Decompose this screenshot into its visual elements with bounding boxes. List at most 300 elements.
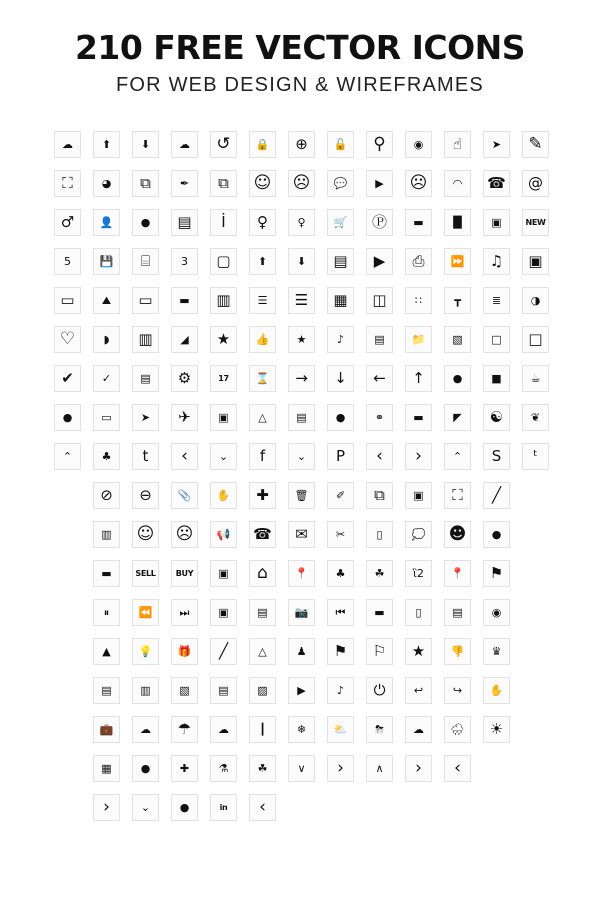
mobile-phone-icon[interactable] xyxy=(366,521,393,548)
icon-cell xyxy=(126,168,165,199)
eye-icon[interactable] xyxy=(405,131,432,158)
pause-icon[interactable] xyxy=(93,599,120,626)
duplicate-icon-glyph: ⧉ xyxy=(218,174,229,193)
rain-icon[interactable] xyxy=(444,716,471,743)
icon-cell xyxy=(438,363,477,394)
twitter-icon-glyph: ᵗ xyxy=(533,447,538,466)
podium-icon-glyph: ▲ xyxy=(102,645,111,659)
star-circle-icon-glyph: ★ xyxy=(296,333,307,347)
bow-icon[interactable] xyxy=(522,404,549,431)
zoom-out-icon[interactable] xyxy=(132,482,159,509)
chevron-down-box-icon[interactable] xyxy=(210,443,237,470)
shopping-cart-icon[interactable] xyxy=(327,209,354,236)
buy-badge-icon[interactable] xyxy=(171,560,198,587)
dots-grid-icon[interactable] xyxy=(405,287,432,314)
import-icon[interactable] xyxy=(288,248,315,275)
tumblr-icon[interactable] xyxy=(132,443,159,470)
map-pin-icon[interactable] xyxy=(288,560,315,587)
icon-cell xyxy=(321,597,360,628)
blank-page-icon-glyph: □ xyxy=(528,330,543,349)
bicycle-icon[interactable] xyxy=(366,404,393,431)
skype-icon[interactable] xyxy=(483,443,510,470)
flag-pennant-icon-glyph: ⚐ xyxy=(372,642,387,661)
chevron-down-circle-icon[interactable] xyxy=(288,443,315,470)
podium-icon[interactable] xyxy=(93,638,120,665)
megaphone-icon[interactable] xyxy=(210,521,237,548)
icon-cell xyxy=(48,480,87,511)
tree-icon[interactable] xyxy=(327,560,354,587)
fast-forward-icon[interactable] xyxy=(444,248,471,275)
power-icon[interactable] xyxy=(366,677,393,704)
star-solid-icon[interactable] xyxy=(405,638,432,665)
search-icon[interactable] xyxy=(366,131,393,158)
chevron-down-plain-icon[interactable] xyxy=(288,755,315,782)
arrow-up-icon[interactable] xyxy=(405,365,432,392)
crop-icon[interactable] xyxy=(54,170,81,197)
video-document-icon-glyph: ▶ xyxy=(297,684,306,698)
paperclip-icon[interactable] xyxy=(171,482,198,509)
happy-face-icon[interactable] xyxy=(444,521,471,548)
music-document-icon[interactable] xyxy=(327,677,354,704)
credit-card-icon[interactable] xyxy=(171,287,198,314)
inbox-icon[interactable] xyxy=(444,599,471,626)
icon-cell xyxy=(360,363,399,394)
hand-pointer-icon-glyph: ☝ xyxy=(452,135,463,154)
match-icon[interactable] xyxy=(210,638,237,665)
scooter-icon[interactable] xyxy=(327,404,354,431)
layers-icon[interactable] xyxy=(366,482,393,509)
bus-icon[interactable] xyxy=(210,404,237,431)
device-icon[interactable] xyxy=(405,599,432,626)
notebook-icon[interactable] xyxy=(210,287,237,314)
icon-cell xyxy=(204,285,243,316)
cannabis-leaf-icon[interactable] xyxy=(249,755,276,782)
chevron-right-circle-icon[interactable] xyxy=(327,755,354,782)
icon-cell xyxy=(399,792,438,823)
blank-page-icon[interactable] xyxy=(522,326,549,353)
no-entry-icon[interactable] xyxy=(93,482,120,509)
lock-open-icon[interactable] xyxy=(327,131,354,158)
icon-cell xyxy=(360,792,399,823)
phone-icon-glyph: ☎ xyxy=(487,174,506,193)
rain-cloud-icon[interactable] xyxy=(132,716,159,743)
icon-row xyxy=(48,712,552,747)
facebook-icon-glyph: f xyxy=(259,447,266,466)
export-icon[interactable] xyxy=(249,248,276,275)
speech-bubble-icon[interactable] xyxy=(405,521,432,548)
flag-pennant-icon[interactable] xyxy=(366,638,393,665)
icon-cell xyxy=(399,480,438,511)
move-icon-glyph: ✚ xyxy=(256,486,269,505)
phone-icon[interactable] xyxy=(483,170,510,197)
doctor-icon-glyph: ● xyxy=(140,762,151,776)
calendar-17-icon[interactable] xyxy=(210,365,237,392)
icon-cell xyxy=(399,246,438,277)
telephone-icon[interactable] xyxy=(249,521,276,548)
calendar-icon[interactable] xyxy=(132,326,159,353)
arrow-left-icon-glyph: ← xyxy=(373,369,386,388)
image-frame-icon[interactable] xyxy=(522,248,549,275)
icon-cell xyxy=(243,129,282,160)
crown-icon[interactable] xyxy=(483,638,510,665)
hand-pointer-icon[interactable] xyxy=(444,131,471,158)
paypal-icon[interactable] xyxy=(327,443,354,470)
duplicate-icon[interactable] xyxy=(210,170,237,197)
forward-icon[interactable] xyxy=(444,677,471,704)
tv-icon[interactable] xyxy=(210,599,237,626)
folder-icon[interactable] xyxy=(405,326,432,353)
save-disk-icon[interactable] xyxy=(93,248,120,275)
truck-icon[interactable] xyxy=(405,404,432,431)
music-file-icon[interactable] xyxy=(327,326,354,353)
briefcase-icon[interactable] xyxy=(93,716,120,743)
payment-card-icon[interactable] xyxy=(93,560,120,587)
move-icon[interactable] xyxy=(249,482,276,509)
rewind-icon[interactable] xyxy=(132,599,159,626)
document-icon[interactable] xyxy=(483,326,510,353)
file-search-icon[interactable] xyxy=(444,326,471,353)
lightbulb-icon[interactable] xyxy=(132,638,159,665)
tablet-icon[interactable] xyxy=(132,287,159,314)
video-camera-icon[interactable] xyxy=(366,170,393,197)
sun-icon[interactable] xyxy=(483,716,510,743)
at-sign-icon[interactable] xyxy=(522,170,549,197)
align-icon[interactable] xyxy=(93,521,120,548)
storm-cloud-icon[interactable] xyxy=(366,716,393,743)
desktop-monitor-icon[interactable] xyxy=(54,287,81,314)
parking-icon-glyph: Ⓟ xyxy=(371,213,387,232)
icon-cell xyxy=(399,285,438,316)
flag-icon[interactable] xyxy=(483,560,510,587)
pine-tree-icon[interactable] xyxy=(405,560,432,587)
skip-back-icon[interactable] xyxy=(327,599,354,626)
new-badge-icon[interactable] xyxy=(522,209,549,236)
cursor-arrow-icon[interactable] xyxy=(483,131,510,158)
twitter-icon[interactable] xyxy=(522,443,549,470)
icon-cell xyxy=(438,207,477,238)
shopping-bag-icon[interactable] xyxy=(483,365,510,392)
play-icon[interactable] xyxy=(366,248,393,275)
icon-cell xyxy=(48,675,87,706)
flask-icon-glyph: ⚗ xyxy=(218,762,229,776)
bow-icon-glyph: ❦ xyxy=(530,411,541,425)
transform-icon[interactable] xyxy=(444,482,471,509)
no-entry-icon-glyph: ⊘ xyxy=(100,486,113,505)
bicycle-icon-glyph: ⚭ xyxy=(374,411,385,425)
hospital-icon[interactable] xyxy=(93,755,120,782)
icon-row xyxy=(48,478,552,513)
briefcase-icon-glyph: 💼 xyxy=(99,723,114,737)
coffee-cup-icon[interactable] xyxy=(522,365,549,392)
media-card-icon[interactable] xyxy=(366,599,393,626)
linkedin-icon-glyph: in xyxy=(219,802,228,812)
html5-icon[interactable] xyxy=(54,248,81,275)
cash-register-icon[interactable] xyxy=(483,209,510,236)
smile-face-icon-glyph: ☺ xyxy=(136,524,155,545)
icon-cell xyxy=(516,168,555,199)
music-note-icon[interactable] xyxy=(483,248,510,275)
book-icon[interactable] xyxy=(366,287,393,314)
video-camera-icon-glyph: ▶ xyxy=(375,177,384,191)
printer-icon[interactable] xyxy=(405,248,432,275)
snow-cloud-icon[interactable] xyxy=(288,716,315,743)
download-circle-icon[interactable] xyxy=(132,131,159,158)
check-circle-icon[interactable] xyxy=(93,365,120,392)
browser-window-icon[interactable] xyxy=(327,248,354,275)
apple-icon-glyph: ● xyxy=(452,372,463,386)
heart-icon[interactable] xyxy=(54,326,81,353)
grid-view-icon[interactable] xyxy=(327,287,354,314)
window-icon[interactable] xyxy=(210,248,237,275)
icon-cell xyxy=(87,519,126,550)
picture-icon[interactable] xyxy=(93,287,120,314)
chevron-left-box-icon[interactable] xyxy=(249,794,276,821)
car-icon[interactable] xyxy=(93,404,120,431)
empty-slot xyxy=(522,560,549,587)
cloud-upload-icon[interactable] xyxy=(54,131,81,158)
user-circle-icon[interactable] xyxy=(132,209,159,236)
user-icon[interactable] xyxy=(93,209,120,236)
icon-cell xyxy=(48,714,87,745)
checkmark-icon[interactable] xyxy=(54,365,81,392)
rss-icon-glyph: ◠ xyxy=(452,177,463,191)
apple-icon[interactable] xyxy=(444,365,471,392)
trash-icon[interactable] xyxy=(288,482,315,509)
palette-icon[interactable] xyxy=(93,170,120,197)
image-document-icon[interactable] xyxy=(249,677,276,704)
flag-icon-glyph: ⚑ xyxy=(489,564,504,583)
list-bullets-icon[interactable] xyxy=(483,287,510,314)
record-icon[interactable] xyxy=(483,599,510,626)
refresh-icon[interactable] xyxy=(210,131,237,158)
chevron-right-box-icon[interactable] xyxy=(405,443,432,470)
delivery-truck-icon[interactable] xyxy=(405,209,432,236)
cloud-icon[interactable] xyxy=(210,716,237,743)
chevron-down-circle-icon-glyph: ⌄ xyxy=(296,450,307,464)
gears-icon[interactable] xyxy=(171,365,198,392)
home-icon[interactable] xyxy=(249,560,276,587)
chevron-left-icon[interactable] xyxy=(366,443,393,470)
boat-icon[interactable] xyxy=(444,404,471,431)
database-icon[interactable] xyxy=(132,248,159,275)
icon-cell xyxy=(360,558,399,589)
icon-grid xyxy=(0,127,600,825)
text-document-icon[interactable] xyxy=(93,677,120,704)
menu-lines-icon[interactable] xyxy=(288,287,315,314)
clover-icon-glyph: ♣ xyxy=(101,450,112,464)
reply-icon[interactable] xyxy=(405,677,432,704)
star-icon[interactable] xyxy=(210,326,237,353)
id-card-icon[interactable] xyxy=(171,209,198,236)
person-standing-icon-glyph: İ xyxy=(221,213,226,232)
rss-icon[interactable] xyxy=(444,170,471,197)
icon-cell xyxy=(126,246,165,277)
parking-icon[interactable] xyxy=(366,209,393,236)
icon-cell xyxy=(243,480,282,511)
icon-cell xyxy=(477,597,516,628)
chevron-right-plain-icon-glyph: › xyxy=(103,797,110,818)
chat-bubble-icon[interactable] xyxy=(327,170,354,197)
linkedin-icon[interactable] xyxy=(210,794,237,821)
icon-cell xyxy=(204,753,243,784)
clipboard-icon[interactable] xyxy=(132,365,159,392)
icon-cell xyxy=(282,753,321,784)
eyedropper-icon[interactable] xyxy=(171,170,198,197)
file-lines-icon[interactable] xyxy=(210,677,237,704)
palm-tree-icon[interactable] xyxy=(366,560,393,587)
sitemap-icon[interactable] xyxy=(444,287,471,314)
document-icon-glyph: □ xyxy=(491,333,502,347)
cloud-plain-icon[interactable] xyxy=(405,716,432,743)
icon-cell xyxy=(438,558,477,589)
neutral-face-icon[interactable] xyxy=(171,521,198,548)
airplane-icon[interactable] xyxy=(171,404,198,431)
icon-cell xyxy=(126,324,165,355)
hand-stop-icon[interactable] xyxy=(483,677,510,704)
icon-cell xyxy=(516,402,555,433)
train-icon[interactable] xyxy=(288,404,315,431)
brush-icon-glyph: ✐ xyxy=(335,489,346,503)
yin-yang-icon[interactable] xyxy=(483,404,510,431)
icon-cell xyxy=(516,519,555,550)
paypal-icon-glyph: P xyxy=(335,447,346,466)
calendar-icon-glyph: ▥ xyxy=(138,330,153,349)
arrow-down-icon-glyph: ↓ xyxy=(334,369,347,388)
empty-slot xyxy=(522,755,549,782)
location-pin-icon-glyph: 📍 xyxy=(450,567,465,581)
trophy-icon[interactable] xyxy=(288,638,315,665)
motorcycle-icon[interactable] xyxy=(54,404,81,431)
alert-face-icon[interactable] xyxy=(288,170,315,197)
icon-cell xyxy=(48,285,87,316)
smile-face-icon[interactable] xyxy=(132,521,159,548)
zoom-in-icon[interactable] xyxy=(288,131,315,158)
bar-chart-icon[interactable] xyxy=(444,209,471,236)
skip-forward-icon[interactable] xyxy=(171,599,198,626)
stamp-icon[interactable] xyxy=(405,482,432,509)
css3-icon[interactable] xyxy=(171,248,198,275)
chevron-right-circle-alt-icon[interactable] xyxy=(405,755,432,782)
chevron-up-circle-icon[interactable] xyxy=(54,443,81,470)
smiley-icon[interactable] xyxy=(249,170,276,197)
person-icon[interactable] xyxy=(288,209,315,236)
rain-cloud-icon-glyph: ☁ xyxy=(140,723,151,737)
thermometer-icon[interactable] xyxy=(249,716,276,743)
chevron-down-circle-alt-icon[interactable] xyxy=(132,794,159,821)
fire-icon-glyph: ◗ xyxy=(103,333,110,347)
airplane-icon-glyph: ✈ xyxy=(178,408,191,427)
arrow-right-icon[interactable] xyxy=(288,365,315,392)
icon-cell xyxy=(243,168,282,199)
hourglass-icon[interactable] xyxy=(249,365,276,392)
avatar-icon[interactable] xyxy=(483,521,510,548)
record-icon-glyph: ◉ xyxy=(491,606,502,620)
paintbrush-icon[interactable] xyxy=(483,482,510,509)
chevron-left-circle-alt-icon[interactable] xyxy=(444,755,471,782)
camera-icon-glyph: 📷 xyxy=(294,606,309,620)
partly-cloudy-icon[interactable] xyxy=(327,716,354,743)
star-circle-icon[interactable] xyxy=(288,326,315,353)
scissors-icon[interactable] xyxy=(327,521,354,548)
road-icon[interactable] xyxy=(249,404,276,431)
icon-cell xyxy=(126,714,165,745)
id-card-icon-glyph: ▤ xyxy=(177,213,192,232)
package-icon[interactable] xyxy=(210,560,237,587)
clover-icon[interactable] xyxy=(93,443,120,470)
icon-cell xyxy=(477,636,516,667)
rocket-icon[interactable] xyxy=(132,404,159,431)
chart-document-icon[interactable] xyxy=(132,677,159,704)
lock-closed-icon[interactable] xyxy=(249,131,276,158)
gift-icon[interactable] xyxy=(171,638,198,665)
icon-cell xyxy=(87,168,126,199)
tag-icon[interactable] xyxy=(171,326,198,353)
thumbs-up-icon[interactable] xyxy=(249,326,276,353)
icon-cell xyxy=(282,324,321,355)
thumbs-down-icon[interactable] xyxy=(444,638,471,665)
video-player-icon[interactable] xyxy=(249,599,276,626)
icon-cell xyxy=(321,753,360,784)
icon-cell xyxy=(126,402,165,433)
first-aid-kit-icon[interactable] xyxy=(171,755,198,782)
campfire-icon[interactable] xyxy=(249,638,276,665)
flask-icon[interactable] xyxy=(210,755,237,782)
envelope-icon[interactable] xyxy=(288,521,315,548)
dribbble-icon[interactable] xyxy=(171,794,198,821)
icon-cell xyxy=(48,246,87,277)
open-book-icon[interactable] xyxy=(522,287,549,314)
chevron-up-circle-alt-icon-glyph: ⌃ xyxy=(452,450,463,464)
brush-icon[interactable] xyxy=(327,482,354,509)
upload-circle-icon[interactable] xyxy=(93,131,120,158)
camera-icon[interactable] xyxy=(288,599,315,626)
hand-open-icon[interactable] xyxy=(210,482,237,509)
person-standing-icon[interactable] xyxy=(210,209,237,236)
doctor-icon[interactable] xyxy=(132,755,159,782)
refresh-icon-glyph: ↺ xyxy=(216,134,231,155)
fire-icon[interactable] xyxy=(93,326,120,353)
chevron-right-plain-icon[interactable] xyxy=(93,794,120,821)
icon-cell xyxy=(204,129,243,160)
pencil-icon[interactable] xyxy=(522,131,549,158)
male-symbol-icon[interactable] xyxy=(54,209,81,236)
sad-face-icon[interactable] xyxy=(405,170,432,197)
icon-cell xyxy=(48,792,87,823)
umbrella-icon[interactable] xyxy=(171,716,198,743)
chevron-left-circle-icon[interactable] xyxy=(171,443,198,470)
chevron-up-plain-icon[interactable] xyxy=(366,755,393,782)
empty-slot xyxy=(522,482,549,509)
chevron-up-circle-alt-icon[interactable] xyxy=(444,443,471,470)
icon-cell xyxy=(243,207,282,238)
banner-icon[interactable] xyxy=(327,638,354,665)
facebook-icon[interactable] xyxy=(249,443,276,470)
sell-badge-icon[interactable] xyxy=(132,560,159,587)
cloud-download-icon[interactable] xyxy=(171,131,198,158)
spreadsheet-icon[interactable] xyxy=(366,326,393,353)
arrow-left-icon[interactable] xyxy=(366,365,393,392)
location-pin-icon[interactable] xyxy=(444,560,471,587)
video-document-icon[interactable] xyxy=(288,677,315,704)
pdf-document-icon[interactable] xyxy=(171,677,198,704)
avatar-icon-glyph: ● xyxy=(491,528,502,542)
copy-icon[interactable] xyxy=(132,170,159,197)
icon-cell xyxy=(243,792,282,823)
arrow-down-icon[interactable] xyxy=(327,365,354,392)
icon-cell xyxy=(282,597,321,628)
list-view-icon[interactable] xyxy=(249,287,276,314)
female-symbol-icon[interactable] xyxy=(249,209,276,236)
